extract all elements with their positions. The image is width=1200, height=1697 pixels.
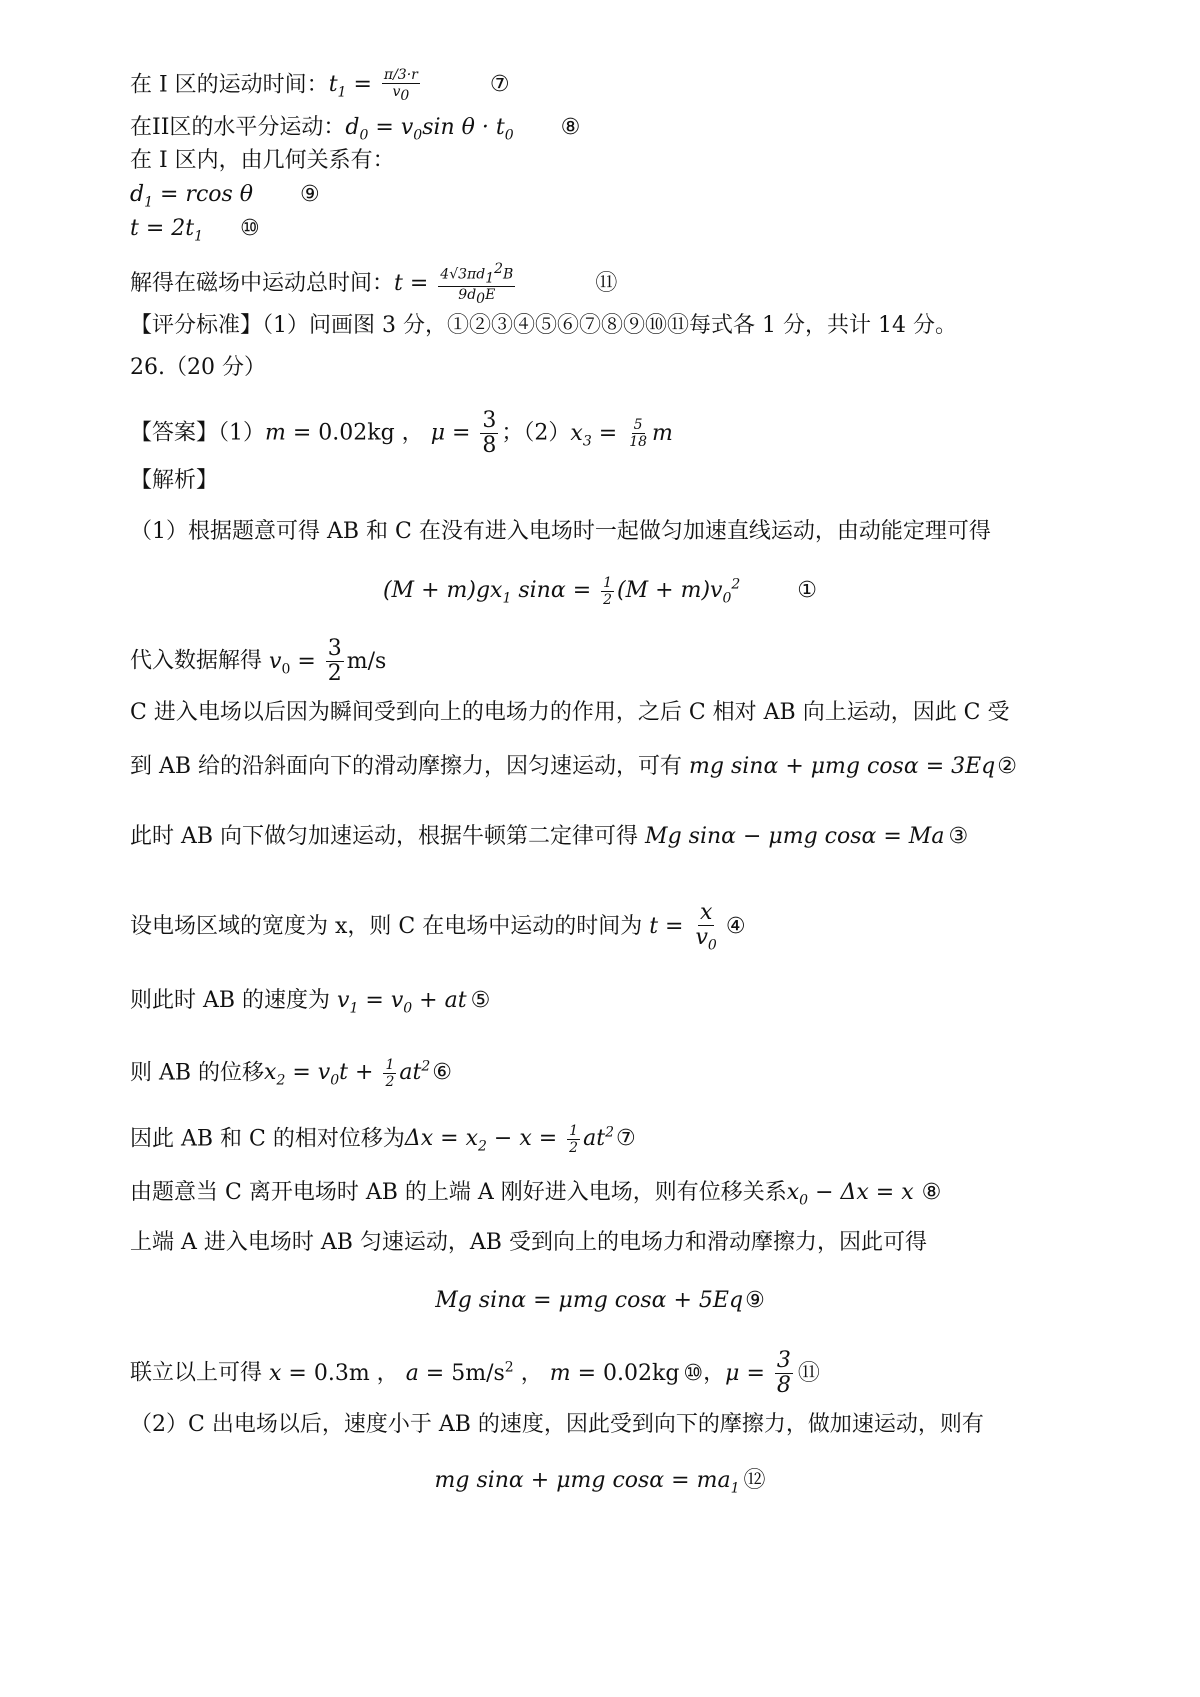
answer-sep: ；（2） [501,420,571,446]
eq-newton-ab: Mg sinα − μmg cosα = Ma [645,824,945,849]
line-17 [130,902,746,952]
answer-label: 【答案】（1） [130,420,265,446]
eq-force-balance-ab: Mg sinα = μmg cosα + 5Eq [435,1288,744,1313]
eq-d0: $d_0 = v_0\sin$ $\theta \cdot t_0$ [345,115,514,144]
eq-delta-x: $\Delta x = x_2 - x$ = $\frac{1}{2}$ $at^2$ [404,1122,614,1156]
line-15 [130,752,1017,782]
eq-marker-1: ① [797,578,818,604]
eq-t: $t = 2t_1$ [130,216,204,245]
line-19 [130,1052,452,1096]
line-13 [130,638,386,685]
line-24-text: 联立以上可得 [130,1360,269,1386]
eq-marker-3: ③ [948,824,969,849]
eq-marker-8b: ⑧ [921,1180,942,1205]
eq-marker-6: ⑥ [432,1060,452,1086]
eq-marker-12: ⑫ [743,1468,766,1493]
answer-mu: μ [430,420,445,446]
line-14-text: C 进入电场以后因为瞬间受到向上的电场力的作用，之后 C 相对 AB 向上运动，因此 C 受 [130,700,1010,725]
analysis-heading [130,466,218,496]
eq-force-balance-c: mg sinα + μmg cosα = 3Eq [689,754,996,779]
line-15-text: 到 AB 给的沿斜面向下的滑动摩擦力，因匀速运动，可有 [130,754,690,779]
eq-marker-5: ⑤ [470,988,491,1013]
line-25-text: （2）C 出电场以后，速度小于 AB 的速度，因此受到向下的摩擦力，做加速运动，则有 [130,1412,984,1437]
eq-marker-8: ⑧ [560,115,581,140]
line-13-text: 代入数据解得 [130,648,269,674]
line-25 [130,1410,984,1440]
line-11-text: （1）根据题意可得 AB 和 C 在没有进入电场时一起做匀加速直线运动，由动能定理可得 [130,519,991,544]
line-3 [130,146,395,176]
line-26 [0,1466,1200,1503]
eq-x2: $x_2 = v_0t$ + $\frac{1}{2}$ $at^2$ [264,1056,431,1090]
eq-v1: $v_1 = v_0$ + at [337,988,467,1017]
line-18 [130,986,490,1023]
eq-marker-9b: ⑨ [745,1288,765,1313]
scoring-standard [130,311,957,341]
eq-energy: $(M + m)gx_1$ sinα = $\frac{1}{2}$ $(M + m)v_0^2$ [382,574,741,608]
line-22-text: 上端 A 进入电场时 AB 匀速运动，AB 受到向上的电场力和滑动摩擦力，因此可得 [130,1230,927,1255]
eq-results: x = 0.3m ， $a = 5m/s^2$ ， m = 0.02kg [269,1359,680,1386]
line-18-text: 则此时 AB 的速度为 [130,988,338,1013]
line-6 [130,262,617,306]
line-16 [130,822,968,852]
line-11 [130,517,991,547]
eq-d1: $d_1 = rcos$ θ [130,182,254,211]
eq-marker-7: ⑦ [489,72,510,98]
eq-mu-result: μ = $\frac{3}{8}$ [725,1348,791,1398]
line-4 [130,180,320,217]
scoring-standard-text: 【评分标准】（1）问画图 3 分，①②③④⑤⑥⑦⑧⑨⑩⑪每式各 1 分，共计 14 分。 [130,313,957,338]
line-1-text: 在 I 区的运动时间： [130,72,329,98]
line-1 [130,68,510,108]
eq-accel-c: mg sinα + μmg $\cos\alpha = ma_1$ [434,1468,740,1497]
answer-m: m [265,420,286,446]
line-20 [130,1118,636,1162]
answer-line: 【答案】（1）m = 0.02kg ， μ = $\frac{3}{8}$ ；$(2)x_3$ = $\frac{5}{18}$ m [130,408,673,458]
eq-marker-7b: ⑦ [615,1126,636,1152]
eq-marker-10: ⑩ [240,216,260,241]
question-number-text: 26.（20 分） [130,355,266,380]
line-6-text: 解得在磁场中运动总时间： [130,271,395,297]
line-2-text: 在II区的水平分运动： [130,115,346,140]
analysis-heading-text: 【解析】 [130,468,219,493]
eq-marker-9: ⑨ [300,182,320,207]
line-5 [130,214,260,251]
line-24 [130,1350,820,1397]
line-12 [0,570,1200,614]
line-22 [130,1228,927,1258]
eq-v0: $v_0$ = $\frac{3}{2}$ m/s [269,636,387,686]
line-24-comma: ， [703,1360,726,1386]
line-2 [130,113,580,150]
line-3-text: 在 I 区内，由几何关系有： [130,148,395,173]
eq-marker-2: ② [997,754,1017,779]
question-number [130,353,266,383]
eq-marker-11b: ⑪ [797,1360,820,1386]
eq-t1: $t_1$ = $\frac{\pi/3\cdot r}{v_0}$ [328,67,418,104]
line-21 [130,1178,941,1215]
line-16-text: 此时 AB 向下做匀加速运动，根据牛顿第二定律可得 [130,824,646,849]
eq-marker-4: ④ [725,914,746,940]
line-23 [0,1286,1200,1316]
eq-time-in-field: t = $\frac{x}{v_0}$ [649,900,717,954]
eq-displacement-relation: $x_0 - \Delta x = x$ [786,1180,914,1209]
line-14 [130,698,1010,728]
answer-x3: $x_3$ = $\frac{5}{18}$ m [570,417,673,450]
eq-total-time: t = $\frac{4√3\pi d_1^2B}{9d_0E}$ [394,261,514,308]
line-17-text: 设电场区域的宽度为 x，则 C 在电场中运动的时间为 [130,914,650,940]
line-20-text: 因此 AB 和 C 的相对位移为 [130,1126,405,1152]
line-21-text: 由题意当 C 离开电场时 AB 的上端 A 刚好进入电场，则有位移关系 [130,1180,787,1205]
eq-marker-10b: ⑩ [683,1360,704,1386]
line-19-text: 则 AB 的位移 [130,1060,265,1086]
eq-marker-11: ⑪ [595,271,618,297]
